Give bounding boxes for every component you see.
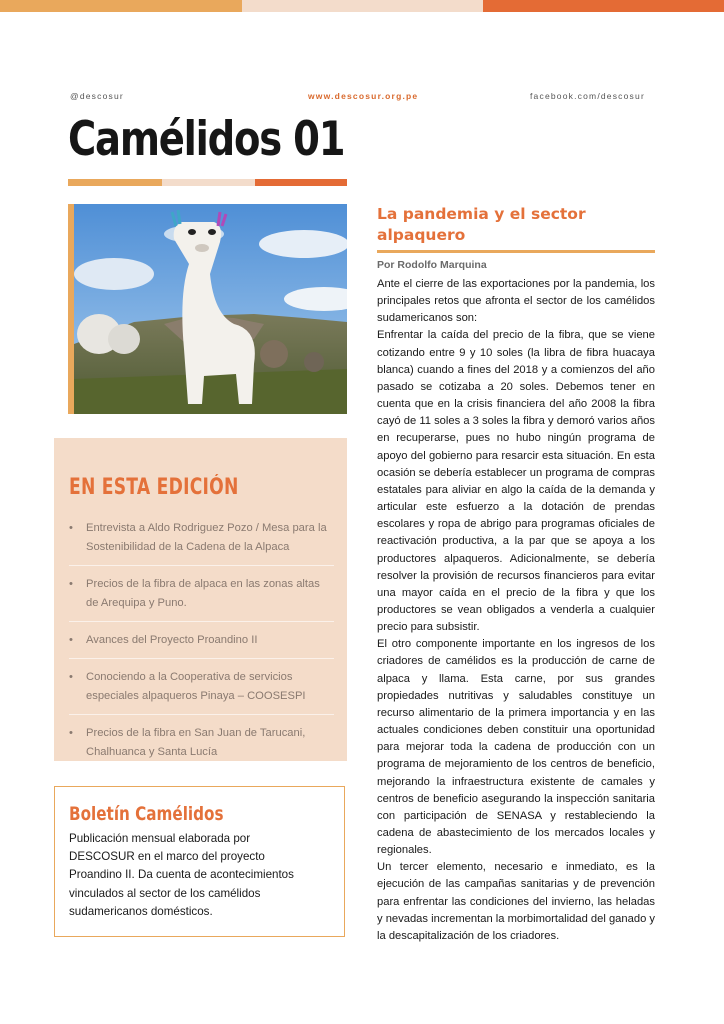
edition-item-label: Avances del Proyecto Proandino II	[86, 634, 258, 646]
top-color-bar	[0, 0, 724, 12]
edition-item-label: Precios de la fibra de alpaca en las zonas altas de Arequipa y Puno.	[86, 578, 320, 609]
edition-list	[69, 516, 334, 776]
edition-item-label: Entrevista a Aldo Rodriguez Pozo / Mesa para la Sostenibilidad de la Cadena de la Alpaca	[86, 522, 327, 553]
article-paragraph: Ante el cierre de las exportaciones por la pandemia, los principales retos que afronta el sector de los camélidos sudamericanos son:	[377, 278, 655, 325]
article-paragraph: Un tercer elemento, necesario e inmediato, es la ejecución de las campañas sanitarias y de prevención para enfrentar las condiciones del invierno, las heladas y nevadas incrementan la morbimortalidad del ganado y la descapitalización de los criadores.	[377, 861, 655, 942]
title-underline	[68, 179, 347, 186]
edition-item[interactable]	[69, 665, 334, 715]
social-handle: @descosur	[70, 91, 124, 101]
website-link[interactable]: www.descosur.org.pe	[308, 91, 419, 101]
bullet-icon: •	[69, 522, 73, 534]
top-bar-gold	[0, 0, 242, 12]
edition-item-label: Precios de la fibra en San Juan de Tarucani, Chalhuanca y Santa Lucía	[86, 727, 306, 758]
edition-item[interactable]	[69, 516, 334, 566]
edition-item-label: Conociendo a la Cooperativa de servicios especiales alpaqueros Pinaya – COOSESPI	[86, 671, 306, 702]
edition-item[interactable]	[69, 572, 334, 622]
edition-item[interactable]	[69, 628, 334, 659]
facebook-link[interactable]: facebook.com/descosur	[530, 91, 645, 101]
article-paragraph: Enfrentar la caída del precio de la fibra, que se viene cotizando entre 9 y 10 soles (la libra de fibra huacaya blanca) cuando a fines del 2018 y a comienzos del año pasado se cotizaba a 20 soles. Debemos tener en cuenta que en la crisis financiera del año 2008 la fibra cayó de 11 soles a 3 soles la fibra y demoró varios años en recuperarse, pues no hubo ningún programa de apoyo del gobierno para resarcir esta situación. En esta ocasión se debería establecer un programa de compras estatales para aliviar en algo la caída de la demanda y articular este esfuerzo a la dotación de prendas escolares y ropa de abrigo para programas oficiales de reactivación productiva, a la par que se apoya a los productores alpaqueros. Adicionalmente, se debería resolver la provisión de recursos financieros para evitar una mayor caída en el precio de la fibra y que los productores se vean obligados a venderla a cualquier precio para subsistir.	[377, 329, 655, 634]
article-title: La pandemia y el sector alpaquero	[377, 205, 586, 244]
bullet-icon: •	[69, 671, 73, 683]
article-paragraph: El otro componente importante en los ingresos de los criadores de camélidos es la producción de carne de alpaca y llama. Esta carne, por sus grandes propiedades nutritivas y saludables constituye un recurso alimentario de la primera importancia y en las actuales condiciones deben constituir una oportunidad para mejorar toda la cadena de producción con un programa de mejoramiento de los centros de beneficio, mejorando la infraestructura existente de camales y centros de beneficio asegurando la inspección sanitaria con participación de SENASA y restableciendo la cadena de abastecimiento de los mercados locales y regionales.	[377, 638, 655, 857]
underline-orange	[255, 179, 347, 186]
alpaca-photo	[68, 204, 347, 414]
edition-item[interactable]	[69, 721, 334, 770]
boletin-description: Publicación mensual elaborada por DESCOSUR en el marco del proyecto Proandino II. Da cuenta de acontecimientos vinculados al sector de los camélidos sudamericanos domésticos.	[69, 832, 294, 918]
article-title-rule	[377, 250, 655, 253]
bullet-icon: •	[69, 578, 73, 590]
underline-gold	[68, 179, 162, 186]
edition-title: EN ESTA EDICIÓN	[69, 475, 239, 500]
boletin-title: Boletín Camélidos	[69, 803, 224, 825]
bullet-icon: •	[69, 727, 73, 739]
top-bar-orange	[483, 0, 724, 12]
underline-peach	[162, 179, 255, 186]
page-title: Camélidos 01	[68, 112, 345, 167]
article-body	[377, 276, 655, 945]
boletin-box	[54, 786, 345, 937]
bullet-icon: •	[69, 634, 73, 646]
edition-panel	[54, 438, 347, 761]
article-byline: Por Rodolfo Marquina	[377, 259, 487, 271]
top-bar-peach	[242, 0, 483, 12]
alpaca-illustration	[74, 204, 347, 414]
